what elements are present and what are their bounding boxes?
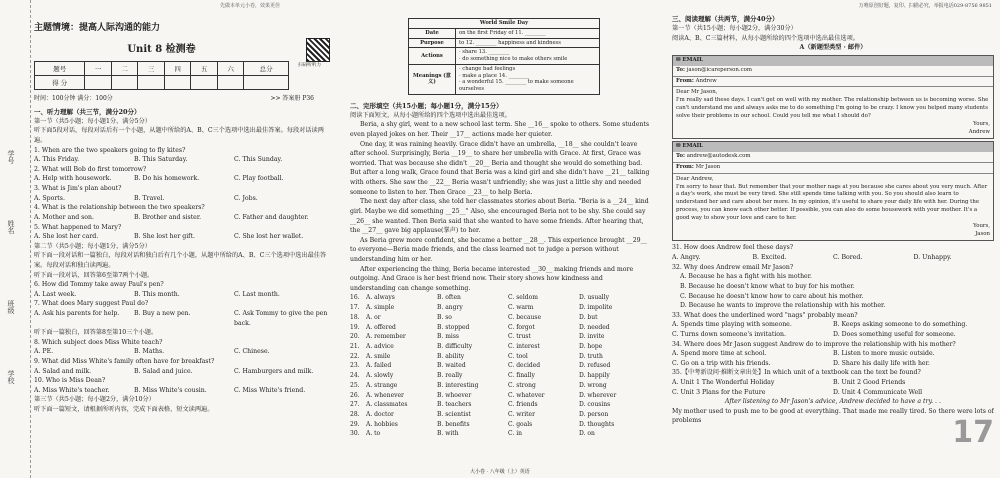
score-cell — [217, 76, 243, 90]
cloze-option: D. cousins — [579, 401, 611, 409]
question-stem: 4. What is the relationship between the two speakers? — [34, 204, 205, 212]
option-choice: C. Because he doesn't know how to care about his mother. — [680, 292, 864, 300]
email-1-from: Andrew — [695, 77, 717, 84]
cloze-option: C. seldom — [508, 294, 538, 302]
cloze-option: B. angry — [437, 304, 463, 312]
option-choice: C. This Sunday. — [234, 156, 283, 164]
option-choice: C. Last month. — [234, 290, 280, 298]
margin-label-school: 学校 — [7, 370, 15, 384]
option-row — [672, 349, 994, 359]
question-stem: 32. Why does Andrew email Mr Jason? — [672, 263, 794, 271]
option-choice: A. Angry. — [672, 254, 701, 262]
margin-label-name: 姓名 — [7, 220, 15, 234]
cloze-option: B. miss — [437, 333, 459, 341]
option-choice: B. Keeps asking someone to do something. — [833, 321, 968, 329]
question-stem: 5. What happened to Mary? — [34, 223, 122, 231]
cloze-option: B. interesting — [437, 381, 479, 389]
question-stem: 31. How does Andrew feel these days? — [672, 244, 794, 252]
table-row-header: Actions — [409, 48, 456, 65]
email-2-from: Mr Jason — [695, 164, 721, 170]
option-choice: B. Excited. — [752, 254, 787, 262]
option-choice: A. She lost her card. — [34, 233, 99, 241]
monologue-instruction: 听下面一篇独白，回答第8至第10三个小题。 — [34, 329, 158, 337]
email-2-name: Jason — [975, 230, 990, 237]
cloze-desc: 阅读下面短文，从每小题所给的四个选项中选出最佳选项。 — [350, 111, 511, 119]
option-choice: B. Do his homework. — [134, 175, 200, 183]
option-row — [34, 155, 334, 165]
cloze-option: B. whoever — [437, 391, 472, 399]
table-value-line: · change bad feelings — [459, 65, 516, 72]
question-stem: 35.【中考新设问·推断文章出处】In which unit of a textbook can the text be found? — [672, 369, 921, 377]
option-row — [34, 386, 334, 396]
score-cell — [111, 76, 137, 90]
cloze-option: B. so — [437, 313, 452, 321]
listening-part1-desc: 听下面5段对话，每段对话后有一个小题，从题中所给的A、B、C三个选项中选出最佳答案。每段对话读两遍。 — [34, 127, 324, 145]
table-value-line: · share 13. ________ — [459, 49, 510, 56]
cloze-number: 24. — [350, 372, 360, 380]
cloze-option: C. in — [508, 430, 522, 438]
cloze-number: 17. — [350, 304, 360, 312]
cloze-number: 30. — [350, 430, 360, 438]
email-2-header: ✉ EMAIL — [673, 142, 993, 152]
cloze-option: A. offered — [366, 323, 396, 331]
option-choice: B. She lost her gift. — [134, 233, 195, 241]
cloze-passage — [350, 120, 650, 293]
cloze-option: C. whatever — [508, 391, 545, 399]
cloze-option: D. refused — [579, 362, 611, 370]
cloze-option: D. impolite — [579, 304, 613, 312]
passage-a-title: A（新题型类型 · 邮件） — [799, 44, 867, 52]
email-2 — [672, 141, 994, 241]
option-row — [672, 330, 994, 340]
option-row — [672, 320, 994, 330]
option-choice: C. Turns down someone's invitation. — [672, 330, 786, 338]
table-title: World Smile Day — [409, 19, 600, 29]
option-choice: B. Miss White's cousin. — [134, 386, 207, 394]
question-stem: 33. What does the underlined word "nags" probably mean? — [672, 311, 858, 319]
cloze-option: C. friends — [508, 401, 538, 409]
cloze-number: 20. — [350, 333, 360, 341]
cloze-option: A. classmates — [366, 401, 408, 409]
reading-question-list — [672, 243, 994, 397]
from-label: From: — [676, 164, 694, 170]
margin-label-id: 学号 — [7, 150, 15, 164]
cloze-option: A. always — [366, 294, 395, 302]
passage-b-text: My mother used to push me to be good at everything. That made me really tired. So there were lots of problems — [672, 407, 994, 425]
question-stem: 34. Where does Mr Jason suggest Andrew do to improve the relationship with his mother? — [672, 340, 956, 348]
option-choice: A. Spend more time at school. — [672, 350, 767, 358]
option-row — [34, 290, 334, 300]
option-choice: C. Miss White's friend. — [234, 386, 306, 394]
question-stem: 1. When are the two speakers going to fly kites? — [34, 146, 186, 154]
dialog-instruction: 听下面一段对话，回答第6至第7两个小题。 — [34, 271, 154, 279]
email-1-body: I'm really sad these days. I can't get on well with my mother. The relationship between us is becoming worse. She can't understand me and always asks me to do something I'm going to be crazy. I know you helped many students solve their problems in our school. Could you tell me what I should do? — [676, 97, 989, 119]
score-header-cell: 总分 — [244, 62, 289, 76]
cloze-option: A. slowly — [366, 372, 394, 380]
table-value-line: · make a place 14. ________ — [459, 72, 530, 79]
score-header-cell: 四 — [164, 62, 190, 76]
table-row-value — [456, 28, 600, 38]
column-left — [34, 0, 334, 478]
cloze-option: D. happily — [579, 372, 610, 380]
table-row-header: Date — [409, 28, 456, 38]
cloze-number: 18. — [350, 313, 360, 321]
option-choice: A. Salad and milk. — [34, 367, 92, 375]
cloze-option: B. difficulty — [437, 342, 473, 350]
cloze-option: C. tool — [508, 352, 528, 360]
cloze-option: C. because — [508, 313, 542, 321]
option-choice: A. PE. — [34, 348, 54, 356]
section-listening: 一、听力理解（共三节，满分20分） — [34, 107, 141, 116]
option-choice: D. Unit 4 Communicate Well — [833, 388, 923, 396]
question-list-3 — [34, 338, 334, 396]
cloze-option: D. thoughts — [579, 420, 615, 428]
option-choice: D. Unhappy. — [913, 254, 952, 262]
top-note: 先做本单元小卷，效果更佳 — [220, 3, 281, 9]
cloze-option: D. person — [579, 411, 609, 419]
listening-part2-desc: 听下面一段对话和一篇独白，每段对话和独白后有几个小题，从题中所给的A、B、C三个选项中选出最佳答案。每段对话和独白读两遍。 — [34, 252, 327, 269]
cloze-option: A. smile — [366, 352, 391, 360]
option-choice: B. This Saturday. — [134, 156, 188, 164]
score-header-cell: 六 — [217, 62, 243, 76]
option-row — [34, 194, 334, 204]
score-cell — [244, 76, 289, 90]
cloze-option: D. hope — [579, 342, 603, 350]
listening-part3: 第三节（共5小题；每小题2分，满分10分） — [34, 396, 155, 404]
reading-desc: 阅读A、B、C三篇材料，从每小题所给的四个选项中选出最佳选项。 — [672, 34, 859, 42]
page-footer: 大小卷 · 八年级（上）英语 — [470, 469, 530, 475]
option-choice: A. Spends time playing with someone. — [672, 321, 792, 329]
table-row-header: Meanings (意义) — [409, 64, 456, 94]
cloze-number: 29. — [350, 420, 360, 428]
column-middle — [350, 0, 650, 478]
option-choice: A. Mother and son. — [34, 213, 94, 221]
cloze-number: 27. — [350, 401, 360, 409]
question-stem: 10. Who is Miss Dean? — [34, 377, 106, 385]
option-choice: C. Ask Tommy to give the pen back. — [234, 309, 328, 327]
answer-ref: >> 答案册 P36 — [270, 95, 314, 103]
option-choice: C. Play football. — [234, 175, 284, 183]
listening-part2: 第二节（共5小题；每小题1分，满分5分） — [34, 242, 151, 250]
cloze-option: D. usually — [579, 294, 610, 302]
exam-time: 时间：100分钟 满分：100分 — [34, 95, 113, 103]
cloze-option: B. really — [437, 372, 463, 380]
cloze-option: A. advice — [366, 342, 394, 350]
option-choice: C. Chinese. — [234, 348, 270, 356]
left-margin-strip — [0, 0, 31, 478]
cloze-option: C. writer — [508, 411, 535, 419]
cloze-paragraph: As Beria grew more confident, she became a better __28__. This experience brought __29__ to everyone—Beria made friends, and the class learned not to judge a person without understanding him or her. — [350, 236, 647, 263]
email-1-sign: Yours, — [973, 120, 990, 127]
email-1-header: ✉ EMAIL — [673, 56, 993, 66]
cloze-paragraph: After experiencing the thing, Beria became interested __30__ making friends and more outgoing. And Grace is her best friend now. Their story shows how kindness and understanding can change something. — [350, 265, 634, 292]
table-value-line: · do something nice to make others smile — [459, 56, 568, 62]
option-choice: A. Last week. — [34, 290, 77, 298]
email-1-name: Andrew — [968, 128, 990, 135]
score-row-label: 得 分 — [35, 76, 85, 90]
option-row — [34, 232, 334, 242]
question-list-2 — [34, 280, 334, 328]
option-row — [34, 213, 334, 223]
cloze-option: C. finally — [508, 372, 535, 380]
table-value-line: to 12. ________ happiness and kindness — [459, 39, 561, 46]
cloze-option: C. interest — [508, 342, 540, 350]
option-row — [34, 174, 334, 184]
option-choice: A. Sports. — [34, 194, 65, 202]
score-header-cell: 题号 — [35, 62, 85, 76]
world-smile-day-table — [408, 18, 600, 95]
cloze-paragraph: One day, it was raining heavily. Grace didn't have an umbrella, __18__ she couldn't leave after school. Surprisingly, Beria __19__ to share her umbrella with Grace. At first, Grace was worried. That was because she didn't __20__ Beria and thought she would do something bad. But after a long walk, Grace found that Beria was a kind girl and she didn't have __21__ talking with others. She saw the __22__ Beria wasn't unfriendly; she was just a little shy and needed someone to listen to her. Then Grace __23__ to help Beria. — [350, 140, 650, 196]
cloze-number: 16. — [350, 294, 360, 302]
cloze-option: D. on — [579, 430, 595, 438]
cloze-option: B. often — [437, 294, 461, 302]
question-stem: 2. What will Bob do first tomorrow? — [34, 165, 147, 173]
option-choice: C. Unit 3 Plans for the Future — [672, 388, 766, 396]
option-choice: D. Because he wants to improve the relationship with his mother. — [680, 302, 886, 310]
question-stem: 9. What did Miss White's family often have for breakfast? — [34, 358, 215, 366]
option-choice: C. Bored. — [833, 254, 863, 262]
cloze-option: A. simple — [366, 304, 395, 312]
cloze-number: 22. — [350, 352, 360, 360]
option-choice: C. Father and daughter. — [234, 213, 309, 221]
table-row-value — [456, 64, 600, 94]
to-label: To: — [676, 66, 685, 73]
qr-caption: 扫码听听力 — [298, 63, 321, 68]
option-row — [672, 359, 994, 369]
option-choice: B. Maths. — [134, 348, 165, 356]
cloze-option: C. trust — [508, 333, 531, 341]
cloze-number: 28. — [350, 411, 360, 419]
table-value-line: · a wonderful 15. ________ to make someone ourselves — [459, 79, 574, 92]
option-choice: D. Share his daily life with her. — [833, 359, 930, 367]
option-choice: C. Hamburgers and milk. — [234, 367, 314, 375]
cloze-option: A. to — [366, 430, 381, 438]
email-2-greeting: Dear Andrew, — [676, 175, 714, 182]
option-choice: C. She lost her wallet. — [234, 233, 304, 241]
cloze-option: B. benefits — [437, 420, 470, 428]
option-row — [672, 378, 994, 388]
section-cloze: 二、完形填空（共15小题；每小题1分，满分15分） — [350, 101, 503, 110]
passage-b-intro: After listening to Mr Jason's advice, Andrew decided to have a try. . . — [725, 398, 941, 406]
cloze-option: C. strong — [508, 381, 536, 389]
cloze-option: B. stopped — [437, 323, 470, 331]
cloze-option: D. needed — [579, 323, 610, 331]
cloze-option: A. failed — [366, 362, 392, 370]
question-stem: 8. Which subject does Miss White teach? — [34, 338, 163, 346]
cloze-option: B. waited — [437, 362, 466, 370]
cloze-option: A. or — [366, 313, 381, 321]
option-choice: A. Ask his parents for help. — [34, 309, 120, 317]
cloze-option: D. but — [579, 313, 598, 321]
cloze-paragraph: Beria, a shy girl, went to a new school last term. She __16__ spoke to others. Some students even played jokes on her. Their __17__ actions made her quieter. — [350, 121, 650, 139]
cloze-option: B. with — [437, 430, 459, 438]
reading-part1: 第一节（共15小题；每小题2分，满分30分） — [672, 25, 797, 33]
cloze-option: A. doctor — [366, 411, 394, 419]
unit-title: Unit 8 检测卷 — [127, 43, 196, 55]
option-choice: B. Travel. — [134, 194, 165, 202]
cloze-option: C. goals — [508, 420, 533, 428]
email-2-to: andrew@autodesk.com — [686, 153, 751, 160]
copyright-note: 万唯原创好题，复印、扫描必究，举报电话029-8756 9851 — [858, 3, 992, 9]
cloze-number: 25. — [350, 381, 360, 389]
question-list-1 — [34, 146, 334, 242]
cloze-option: C. warm — [508, 304, 534, 312]
option-row — [672, 388, 994, 398]
cloze-number: 23. — [350, 362, 360, 370]
table-row-header: Purpose — [409, 38, 456, 48]
cloze-option: B. ability — [437, 352, 465, 360]
cloze-number: 26. — [350, 391, 360, 399]
cloze-option: A. whenever — [366, 391, 404, 399]
cloze-option: A. hobbies — [366, 420, 398, 428]
score-header-cell: 三 — [138, 62, 164, 76]
score-table — [34, 61, 289, 90]
option-row — [672, 253, 994, 263]
option-row — [34, 309, 334, 328]
option-choice: C. Jobs. — [234, 194, 258, 202]
to-label: To: — [676, 153, 685, 160]
cloze-number: 19. — [350, 323, 360, 331]
question-stem: 3. What is Jim's plan about? — [34, 185, 122, 193]
cloze-number: 21. — [350, 342, 360, 350]
option-choice: B. Unit 2 Good Friends — [833, 378, 906, 386]
option-choice: B. Listen to more music outside. — [833, 350, 935, 358]
column-right — [672, 0, 994, 478]
option-choice: B. Salad and juice. — [134, 367, 193, 375]
option-row — [34, 347, 334, 357]
option-choice: B. Brother and sister. — [134, 213, 202, 221]
question-stem: 6. How did Tommy take away Paul's pen? — [34, 281, 164, 289]
option-choice: B. Because he doesn't know what to buy for his mother. — [680, 282, 855, 290]
option-choice: C. Go on a trip with his friends. — [672, 359, 771, 367]
score-cell — [191, 76, 217, 90]
option-choice: D. Does something useful for someone. — [833, 330, 956, 338]
qr-code-icon — [306, 38, 330, 62]
option-choice: B. Buy a new pen. — [134, 309, 191, 317]
score-cell — [164, 76, 190, 90]
cloze-option: A. strange — [366, 381, 398, 389]
option-choice: A. Because he has a fight with his mother. — [680, 273, 812, 281]
option-choice: A. Unit 1 The Wonderful Holiday — [672, 378, 775, 386]
cloze-option: C. decided — [508, 362, 541, 370]
cloze-paragraph: The next day after class, she told her classmates stories about Beria. "Beria is a __24__ kind girl. Maybe we did something __25__" Also, she encouraged Beria not to be shy. She could say __26__ she wanted. Then Beria said that she wanted to have some friends. After hearing that, the __27__ gave big applause(掌声) to her. — [350, 198, 649, 235]
from-label: From: — [676, 77, 694, 84]
cloze-option: D. wrong — [579, 381, 607, 389]
margin-label-class: 班级 — [7, 300, 15, 314]
option-row — [34, 367, 334, 377]
option-choice: B. This month. — [134, 290, 180, 298]
score-header-cell: 一 — [85, 62, 111, 76]
listening-part1: 第一节（共5小题；每小题1分，满分5分） — [34, 117, 151, 125]
cloze-option: C. forgot — [508, 323, 535, 331]
cloze-option: D. wherever — [579, 391, 617, 399]
option-choice: A. Miss White's teacher. — [34, 386, 110, 394]
email-2-sign: Yours, — [973, 222, 990, 229]
cloze-option: A. remember — [366, 333, 406, 341]
score-header-cell: 五 — [191, 62, 217, 76]
cloze-options — [350, 293, 650, 439]
cloze-option: B. scientist — [437, 411, 471, 419]
option-choice: A. This Friday. — [34, 156, 80, 164]
table-row-value — [456, 38, 600, 48]
email-1 — [672, 55, 994, 139]
cloze-option: D. invite — [579, 333, 605, 341]
question-stem: 7. What does Mary suggest Paul do? — [34, 300, 149, 308]
score-cell — [138, 76, 164, 90]
cloze-option: B. teachers — [437, 401, 472, 409]
score-cell — [85, 76, 111, 90]
email-2-body: I'm sorry to hear that. But remember that your mother nags at you because she cares about you very much. After a day's work, she must be very tired. She still spends time talking with you. So you should also learn to understand her and care about her more. In my opinion, it's useful to share your daily life with her. During the process, you can know each other better. If possible, you can also do some housework with your mother. It's a good way to show your love and care to her. — [676, 183, 988, 221]
score-header-cell: 二 — [111, 62, 137, 76]
page-number: 17 — [952, 415, 994, 450]
listening-part3-desc: 听下面一篇短文，请根据所听内容，完成下面表格，短文读两遍。 — [34, 406, 214, 414]
table-row-value — [456, 48, 600, 65]
section-reading: 三、阅读理解（共两节，满分40分） — [672, 15, 779, 23]
cloze-option: D. truth — [579, 352, 603, 360]
table-value-line: on the first Friday of 11. ________ — [459, 29, 546, 36]
email-1-to: jason@icareperson.com — [686, 66, 752, 73]
option-choice: A. Help with housework. — [34, 175, 112, 183]
theme-title: 主题情境：提高人际沟通的能力 — [34, 23, 161, 33]
email-1-greeting: Dear Mr Jason, — [676, 89, 718, 96]
